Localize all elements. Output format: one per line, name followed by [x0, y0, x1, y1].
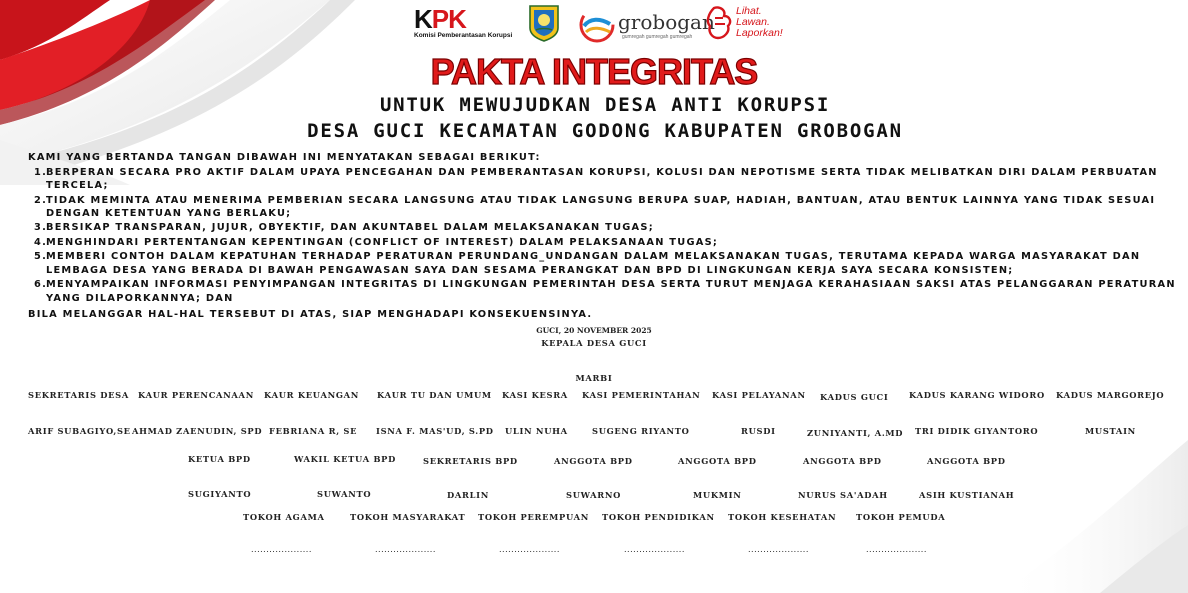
perangkat-role: KASI KESRA — [502, 390, 568, 400]
grobogan-logo — [578, 6, 715, 48]
fist-icon — [706, 6, 734, 40]
item-5-line-1: MEMBERI CONTOH DALAM KEPATUHAN TERHADAP PERATURAN PERUNDANG_UNDANGAN DALAM MELAKSANAKAN TUGAS, TERUTAMA KEPADA WARGA MASYARAKAT DAN — [46, 251, 1141, 262]
grobogan-logo-tagline: gumregah gumregah gumregah — [622, 34, 693, 40]
bpd-role: WAKIL KETUA BPD — [294, 454, 397, 464]
bpd-name: DARLIN — [447, 490, 490, 500]
item-3-line-1: BERSIKAP TRANSPARAN, JUJUR, OBYEKTIF, DAN AKUNTABEL DALAM MELAKSANAKAN TUGAS; — [46, 222, 654, 233]
perangkat-name: ZUNIYANTI, A.MD — [807, 428, 904, 438]
subtitle-1: UNTUK MEWUJUDKAN DESA ANTI KORUPSI — [379, 94, 831, 116]
grobogan-wave-logo-icon — [578, 6, 618, 44]
signature-placeholder: .................... — [866, 545, 927, 554]
signature-placeholder: .................... — [624, 545, 685, 554]
perangkat-role: KAUR KEUANGAN — [264, 390, 360, 400]
perangkat-name: AHMAD ZAENUDIN, SPD — [132, 426, 263, 436]
tokoh-role: TOKOH PEREMPUAN — [478, 512, 590, 522]
bpd-name: NURUS SA'ADAH — [798, 490, 888, 500]
item-3-number: 3. — [34, 222, 48, 233]
lihat-line-3: Laporkan! — [736, 27, 783, 39]
item-6-number: 6. — [34, 279, 48, 290]
perangkat-role: KADUS KARANG WIDORO — [909, 390, 1045, 400]
signature-placeholder: .................... — [748, 545, 809, 554]
signature-placeholder: .................... — [499, 545, 560, 554]
lihat-lawan-laporkan-logo — [706, 5, 783, 44]
item-2-line-2: DENGAN KETENTUAN YANG BERLAKU; — [46, 208, 292, 219]
perangkat-name: ISNA F. MAS'UD, S.PD — [376, 426, 494, 436]
head-name: MARBI — [575, 373, 613, 383]
perangkat-name: FEBRIANA R, SE — [269, 426, 358, 436]
place-date: GUCI, 20 NOVEMBER 2025 — [536, 326, 652, 335]
bpd-name: ASIH KUSTIANAH — [919, 490, 1015, 500]
bpd-name: MUKMIN — [693, 490, 742, 500]
bpd-role: ANGGOTA BPD — [927, 456, 1006, 466]
signature-placeholder: .................... — [251, 545, 312, 554]
perangkat-name: MUSTAIN — [1085, 426, 1136, 436]
bpd-name: SUWARNO — [566, 490, 622, 500]
perangkat-name: TRI DIDIK GIYANTORO — [915, 426, 1039, 436]
kpk-logo-pk: PK — [431, 4, 466, 34]
statement-closing: BILA MELANGGAR HAL-HAL TERSEBUT DI ATAS, SIAP MENGHADAPI KONSEKUENSINYA. — [28, 309, 593, 320]
perangkat-role: SEKRETARIS DESA — [28, 390, 130, 400]
item-5-line-2: LEMBAGA DESA YANG BERADA DI BAWAH PENGAWASAN SAYA DAN SESAMA PERANGKAT DAN BPD DI LINGKUNGAN KERJA SAYA SECARA KONSISTEN; — [46, 265, 1014, 276]
kpk-logo — [414, 6, 512, 39]
tokoh-role: TOKOH AGAMA — [243, 512, 325, 522]
bpd-name: SUGIYANTO — [188, 489, 252, 499]
item-1-number: 1. — [34, 167, 48, 178]
bpd-role: ANGGOTA BPD — [678, 456, 757, 466]
item-2-line-1: TIDAK MEMINTA ATAU MENERIMA PEMBERIAN SECARA LANGSUNG ATAU TIDAK LANGSUNG BERUPA SUAP, HADIAH, BANTUAN, ATAU BENTUK LAINNYA YANG TIDAK SESUAI — [46, 195, 1156, 206]
perangkat-name: SUGENG RIYANTO — [592, 426, 690, 436]
item-6-line-1: MENYAMPAIKAN INFORMASI PENYIMPANGAN INTEGRITAS DI LINGKUNGAN PEMERINTAH DESA SERTA TURUT MENJAGA KERAHASIAAN SAKSI ATAS PELANGGARAN PERATURAN — [46, 279, 1176, 290]
item-5-number: 5. — [34, 251, 48, 262]
bpd-name: SUWANTO — [317, 489, 372, 499]
perangkat-name: ULIN NUHA — [505, 426, 568, 436]
lihat-line-1: Lihat. — [736, 5, 762, 17]
tokoh-role: TOKOH PEMUDA — [856, 512, 946, 522]
item-4-number: 4. — [34, 237, 48, 248]
tokoh-role: TOKOH MASYARAKAT — [350, 512, 466, 522]
main-title: PAKTA INTEGRITAS — [430, 51, 758, 92]
tokoh-role: TOKOH KESEHATAN — [728, 512, 837, 522]
signature-placeholder: .................... — [375, 545, 436, 554]
item-1-line-1: BERPERAN SECARA PRO AKTIF DALAM UPAYA PENCEGAHAN DAN PEMBERANTASAN KORUPSI, KOLUSI DAN NEPOTISME SERTA TIDAK MELIBATKAN DIRI DALAM PERBUATAN — [46, 167, 1158, 178]
bpd-role: KETUA BPD — [188, 454, 251, 464]
kpk-logo-subtitle: Komisi Pemberantasan Korupsi — [414, 32, 513, 39]
bpd-role: SEKRETARIS BPD — [423, 456, 518, 466]
bpd-role: ANGGOTA BPD — [803, 456, 882, 466]
bpd-role: ANGGOTA BPD — [554, 456, 633, 466]
grobogan-seal-icon — [528, 4, 560, 42]
subtitle-2: DESA GUCI KECAMATAN GODONG KABUPATEN GROBOGAN — [307, 120, 903, 142]
item-4-line-1: MENGHINDARI PERTENTANGAN KEPENTINGAN (CONFLICT OF INTEREST) DALAM PELAKSANAAN TUGAS; — [46, 237, 719, 248]
item-6-line-2: YANG DILAPORKANNYA; DAN — [46, 293, 234, 304]
head-role: KEPALA DESA GUCI — [541, 338, 647, 348]
item-1-line-2: TERCELA; — [46, 180, 109, 191]
perangkat-role: KAUR TU DAN UMUM — [377, 390, 492, 400]
lihat-line-2: Lawan. — [736, 16, 770, 28]
perangkat-role: KADUS MARGOREJO — [1056, 390, 1165, 400]
kpk-logo-k: K — [414, 4, 432, 34]
statement-intro: KAMI YANG BERTANDA TANGAN DIBAWAH INI MENYATAKAN SEBAGAI BERIKUT: — [28, 152, 541, 163]
perangkat-name: ARIF SUBAGIYO,SE — [28, 426, 131, 436]
perangkat-role: KAUR PERENCANAAN — [138, 390, 254, 400]
item-2-number: 2. — [34, 195, 48, 206]
perangkat-role: KADUS GUCI — [820, 392, 889, 402]
tokoh-role: TOKOH PENDIDIKAN — [602, 512, 715, 522]
grobogan-logo-name: grobogan — [618, 10, 715, 34]
perangkat-name: RUSDI — [741, 426, 776, 436]
perangkat-role: KASI PELAYANAN — [712, 390, 806, 400]
perangkat-role: KASI PEMERINTAHAN — [582, 390, 701, 400]
